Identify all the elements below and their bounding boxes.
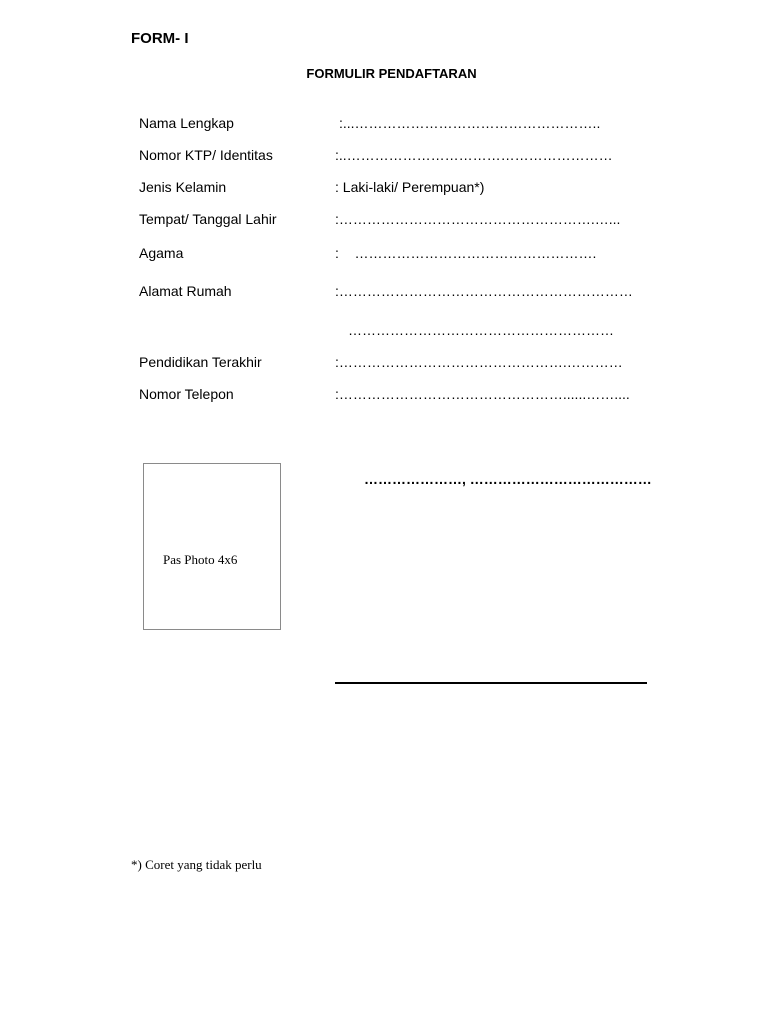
form-id: FORM- I [131,30,189,47]
form-title: FORMULIR PENDAFTARAN [306,66,477,81]
field-value-nama-lengkap: :...…………………………………………….. [339,115,601,131]
field-label-pendidikan-terakhir: Pendidikan Terakhir [139,354,262,370]
field-value-alamat-rumah-line-2: ………………………………………………… [348,322,614,338]
field-value-nomor-telepon: :…………………………………………......…….... [335,386,630,402]
field-label-agama: Agama [139,245,184,261]
field-label-tempat-tanggal-lahir: Tempat/ Tanggal Lahir [139,211,277,227]
field-value-alamat-rumah: :……………………………………………………… [335,283,633,299]
photo-box [143,463,281,630]
field-value-nomor-ktp: :..………………………………………………… [335,147,613,163]
field-label-nomor-ktp: Nomor KTP/ Identitas [139,147,273,163]
field-value-agama: : ……………………………………………. [335,245,597,261]
field-label-nama-lengkap: Nama Lengkap [139,115,234,131]
field-value-tempat-tanggal-lahir: :……………………………………………….…... [335,211,621,227]
field-label-nomor-telepon: Nomor Telepon [139,386,234,402]
photo-label: Pas Photo 4x6 [163,552,238,567]
footnote: *) Coret yang tidak perlu [131,857,262,872]
signature-line [335,682,647,684]
field-value-jenis-kelamin: : Laki-laki/ Perempuan*) [335,179,485,195]
place-date-line: …………………, ………………………………… [364,471,652,487]
field-label-jenis-kelamin: Jenis Kelamin [139,179,227,195]
field-value-pendidikan-terakhir: :………………………………………….………… [335,354,623,370]
field-label-alamat-rumah: Alamat Rumah [139,283,232,299]
